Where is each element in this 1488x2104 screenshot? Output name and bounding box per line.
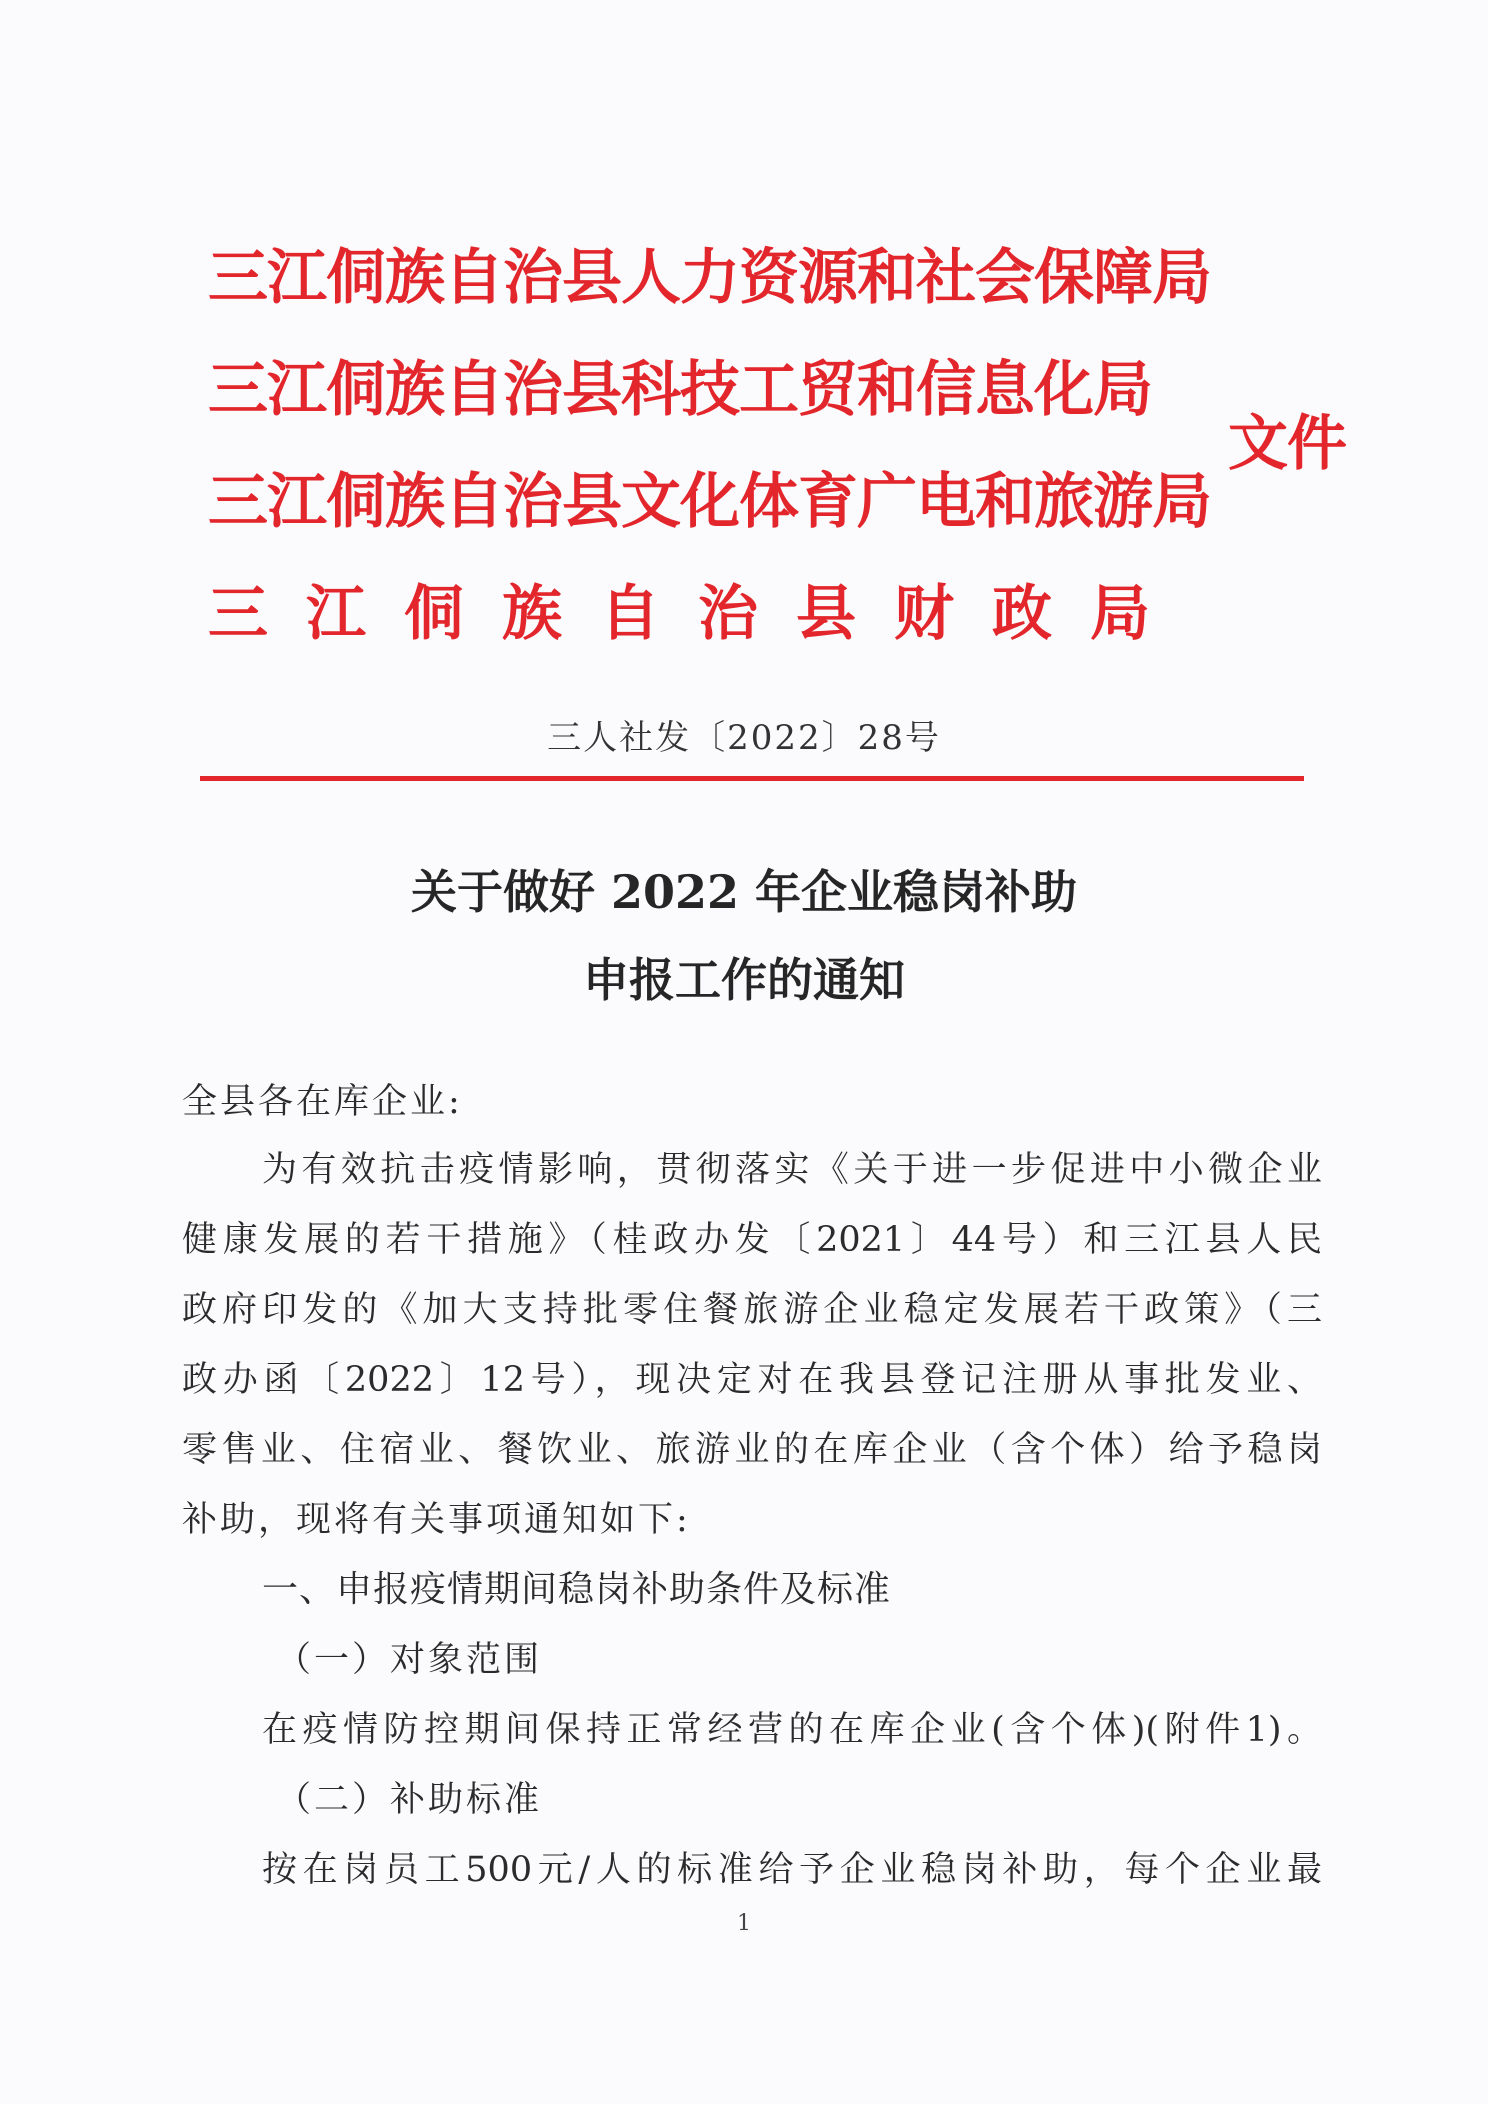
subsection-heading-standard: （二）补助标准 <box>276 1780 543 1820</box>
subsection-text-standard: 按在岗员工500元/人的标准给予企业稳岗补助，每个企业最 <box>262 1850 1322 1890</box>
subsection-text-scope: 在疫情防控期间保持正常经营的在库企业(含个体)(附件1)。 <box>262 1710 1322 1750</box>
red-divider-line <box>200 776 1304 781</box>
issuer-culture-tourism-bureau: 三江侗族自治县文化体育广电和旅游局 <box>208 467 1211 537</box>
paragraph-line: 政办函〔2022〕12号），现决定对在我县登记注册从事批发业、 <box>182 1360 1322 1400</box>
issuer-technology-trade-bureau: 三江侗族自治县科技工贸和信息化局 <box>208 355 1152 425</box>
page-number: 1 <box>737 1911 751 1936</box>
section-heading-1: 一、申报疫情期间稳岗补助条件及标准 <box>262 1569 892 1610</box>
paragraph-line: 零售业、住宿业、餐饮业、旅游业的在库企业（含个体）给予稳岗 <box>182 1430 1322 1470</box>
paragraph-line: 健康发展的若干措施》（桂政办发〔2021〕44号）和三江县人民 <box>182 1220 1322 1260</box>
paragraph-line: 政府印发的《加大支持批零住餐旅游企业稳定发展若干政策》（三 <box>182 1290 1322 1330</box>
document-number: 三人社发〔2022〕28号 <box>547 718 941 758</box>
issuer-finance-bureau: 三江侗族自治县财政局 <box>208 579 1188 649</box>
paragraph-line: 为有效抗击疫情影响，贯彻落实《关于进一步促进中小微企业 <box>262 1150 1322 1190</box>
document-suffix: 文件 <box>1228 409 1346 479</box>
notice-title-line-2: 申报工作的通知 <box>583 953 905 1007</box>
notice-title-line-1: 关于做好 2022 年企业稳岗补助 <box>410 865 1078 919</box>
issuing-authorities <box>208 242 1211 650</box>
issuer-hrss-bureau: 三江侗族自治县人力资源和社会保障局 <box>208 243 1211 313</box>
paragraph-line: 补助，现将有关事项通知如下: <box>182 1500 691 1540</box>
subsection-heading-scope: （一）对象范围 <box>276 1640 543 1680</box>
salutation: 全县各在库企业: <box>182 1082 463 1122</box>
